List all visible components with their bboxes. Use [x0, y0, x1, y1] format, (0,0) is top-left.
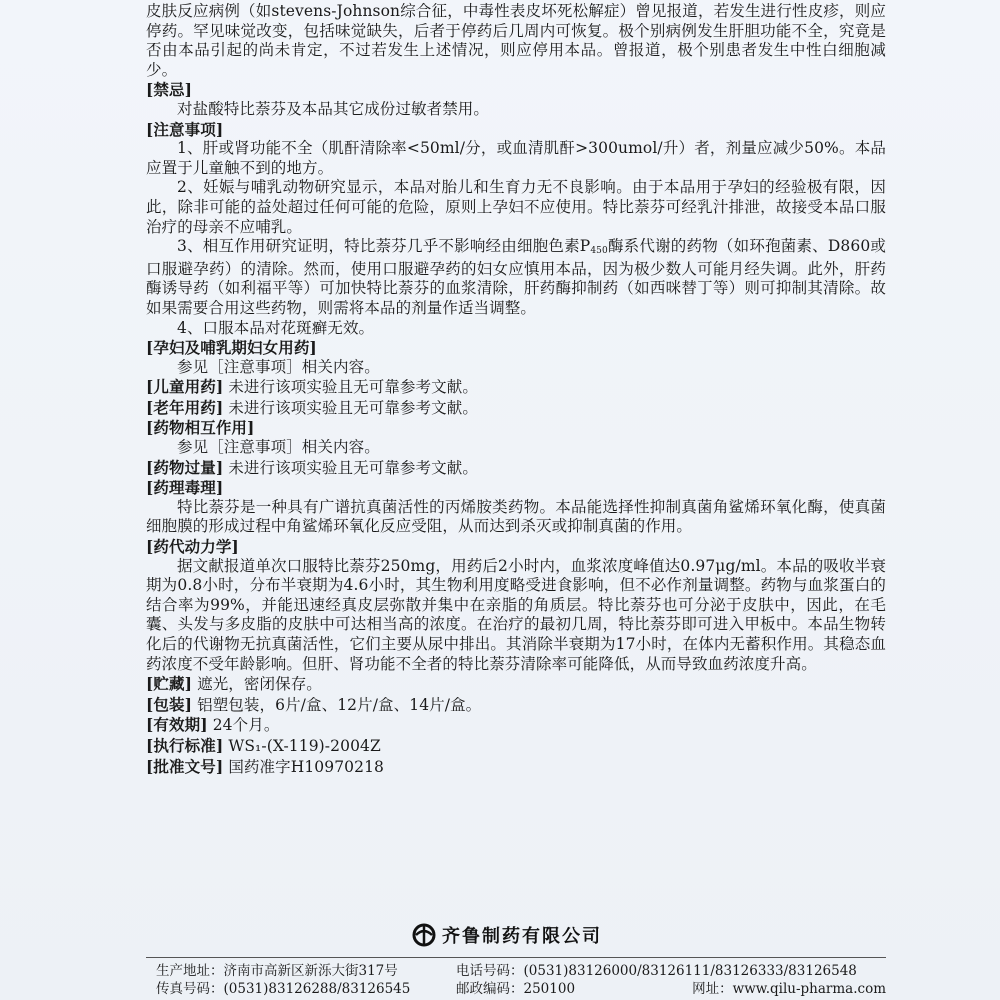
section-label: [执行标准] [146, 735, 224, 755]
labeled-paragraph [146, 715, 886, 736]
section-label: [儿童用药] [146, 377, 224, 397]
labeled-paragraph [146, 458, 886, 479]
footer-address: 生产地址：济南市高新区新泺大街317号 [156, 963, 398, 979]
section-value: 未进行该项实验且无可靠参考文献。 [228, 378, 478, 397]
labeled-paragraph [146, 377, 886, 398]
body-paragraph [146, 237, 886, 318]
labeled-paragraph [146, 757, 886, 778]
footer-divider [146, 957, 886, 958]
labeled-paragraph [146, 398, 886, 419]
section-label: [有效期] [146, 715, 208, 735]
labeled-paragraph [146, 695, 886, 716]
labeled-paragraph [146, 736, 886, 757]
body-paragraph: 参见［注意事项］相关内容。 [177, 438, 380, 457]
section-label: [药物过量] [146, 457, 224, 477]
body-paragraph: 皮肤反应病例（如stevens-Johnson综合征，中毒性表皮坏死松解症）曾见报道，若发生进行性皮疹，则应停药。罕见味觉改变，包括味觉缺失，后者于停药后几周内可恢复。极个别病例发生肝胆功能不全，究竟是否由本品引起的尚未肯定，不过若发生上述情况，则应停用本品。曾报道，极个别患者发生中性白细胞减少。 [146, 2, 886, 79]
footer-phone: 电话号码：(0531)83126000/83126111/83126333/83126548 [456, 963, 857, 979]
section-value: 未进行该项实验且无可靠参考文献。 [228, 398, 478, 417]
body-paragraph: 对盐酸特比萘芬及本品其它成份过敏者禁用。 [177, 99, 490, 118]
footer-postcode: 邮政编码：250100 [456, 981, 576, 997]
footer-fax: 传真号码：(0531)83126288/83126545 [156, 981, 411, 997]
labeled-paragraph [146, 674, 886, 695]
section-value: 国药准字H10970218 [228, 757, 385, 776]
footer-row-1 [156, 962, 886, 980]
section-heading: [注意事项] [146, 119, 224, 139]
paragraph-part: 3、相互作用研究证明，特比萘芬几乎不影响经由细胞色素P [177, 237, 591, 256]
section-label: [贮藏] [146, 674, 193, 694]
footer-website: 网址：www.qilu-pharma.com [692, 981, 886, 997]
body-paragraph: 据文献报道单次口服特比萘芬250mg，用药后2小时内，血浆浓度峰值达0.97μg/ml。本品的吸收半衰期为0.8小时，分布半衰期为4.6小时，其生物利用度略受进食影响，但不必作剂量调整。药物与血浆蛋白的结合率为99%，并能迅速经真皮层弥散并集中在亲脂的角质层。特比萘芬也可分泌于皮肤中，因此，在毛囊、头发与多皮脂的皮肤中可达相当高的浓度。在治疗的最初几周，特比萘芬即可进入甲板中。本品生物转化后的代谢物无抗真菌活性，它们主要从尿中排出。其消除半衰期为17小时，在体内无蓄积作用。其稳态血药浓度不受年龄影响。但肝、肾功能不全者的特比萘芬清除率可能降低，从而导致血药浓度升高。 [146, 556, 886, 673]
section-value: 未进行该项实验且无可靠参考文献。 [228, 458, 478, 477]
section-value: WS₁-(X-119)-2004Z [228, 736, 381, 755]
footer-row-2 [156, 980, 886, 998]
body-paragraph: 参见［注意事项］相关内容。 [177, 357, 380, 376]
footer [156, 962, 886, 998]
section-heading: [孕妇及哺乳期妇女用药] [146, 338, 317, 358]
company-logo [412, 922, 602, 948]
body-paragraph: 1、肝或肾功能不全（肌酐清除率<50ml/分，或血清肌酐>300umol/升）者，剂量应减少50%。本品应置于儿童触不到的地方。 [146, 139, 886, 177]
body-paragraph: 2、妊娠与哺乳动物研究显示，本品对胎儿和生育力无不良影响。由于本品用于孕妇的经验极有限，因此，除非可能的益处超过任何可能的危险，原则上孕妇不应使用。特比萘芬可经乳汁排泄，故接受本品口服治疗的母亲不应哺乳。 [146, 178, 886, 236]
body-paragraph: 4、口服本品对花斑癣无效。 [177, 318, 375, 337]
qilu-logo-icon [412, 923, 436, 947]
section-value: 24个月。 [212, 716, 280, 735]
body-paragraph: 特比萘芬是一种具有广谱抗真菌活性的丙烯胺类药物。本品能选择性抑制真菌角鲨烯环氧化酶，使真菌细胞膜的形成过程中角鲨烯环氧化反应受阻，从而达到杀灭或抑制真菌的作用。 [146, 497, 886, 536]
section-label: [老年用药] [146, 397, 224, 417]
section-label: [批准文号] [146, 756, 224, 776]
subscript: 450 [590, 246, 608, 257]
paragraph-part: 酶系代谢的药物（如环孢菌素、D860或口服避孕药）的清除。然而，使用口服避孕药的妇女应慎用本品，因为极少数人可能月经失调。此外，肝药酶诱导药（如利福平等）可加快特比萘芬的血浆清除，肝药酶抑制药（如西咪替丁等）则可抑制其清除。故如果需要合用这些药物，则需将本品的剂量作适当调整。 [146, 237, 886, 317]
section-heading: [禁忌] [146, 80, 193, 100]
section-heading: [药代动力学] [146, 537, 239, 557]
company-name: 齐鲁制药有限公司 [442, 926, 602, 947]
section-heading: [药理毒理] [146, 478, 224, 498]
section-label: [包装] [146, 694, 193, 714]
leaflet-body [146, 2, 886, 777]
section-value: 铝塑包装，6片/盒、12片/盒、14片/盒。 [197, 695, 482, 714]
section-heading: [药物相互作用] [146, 418, 255, 438]
section-value: 遮光，密闭保存。 [197, 675, 322, 694]
